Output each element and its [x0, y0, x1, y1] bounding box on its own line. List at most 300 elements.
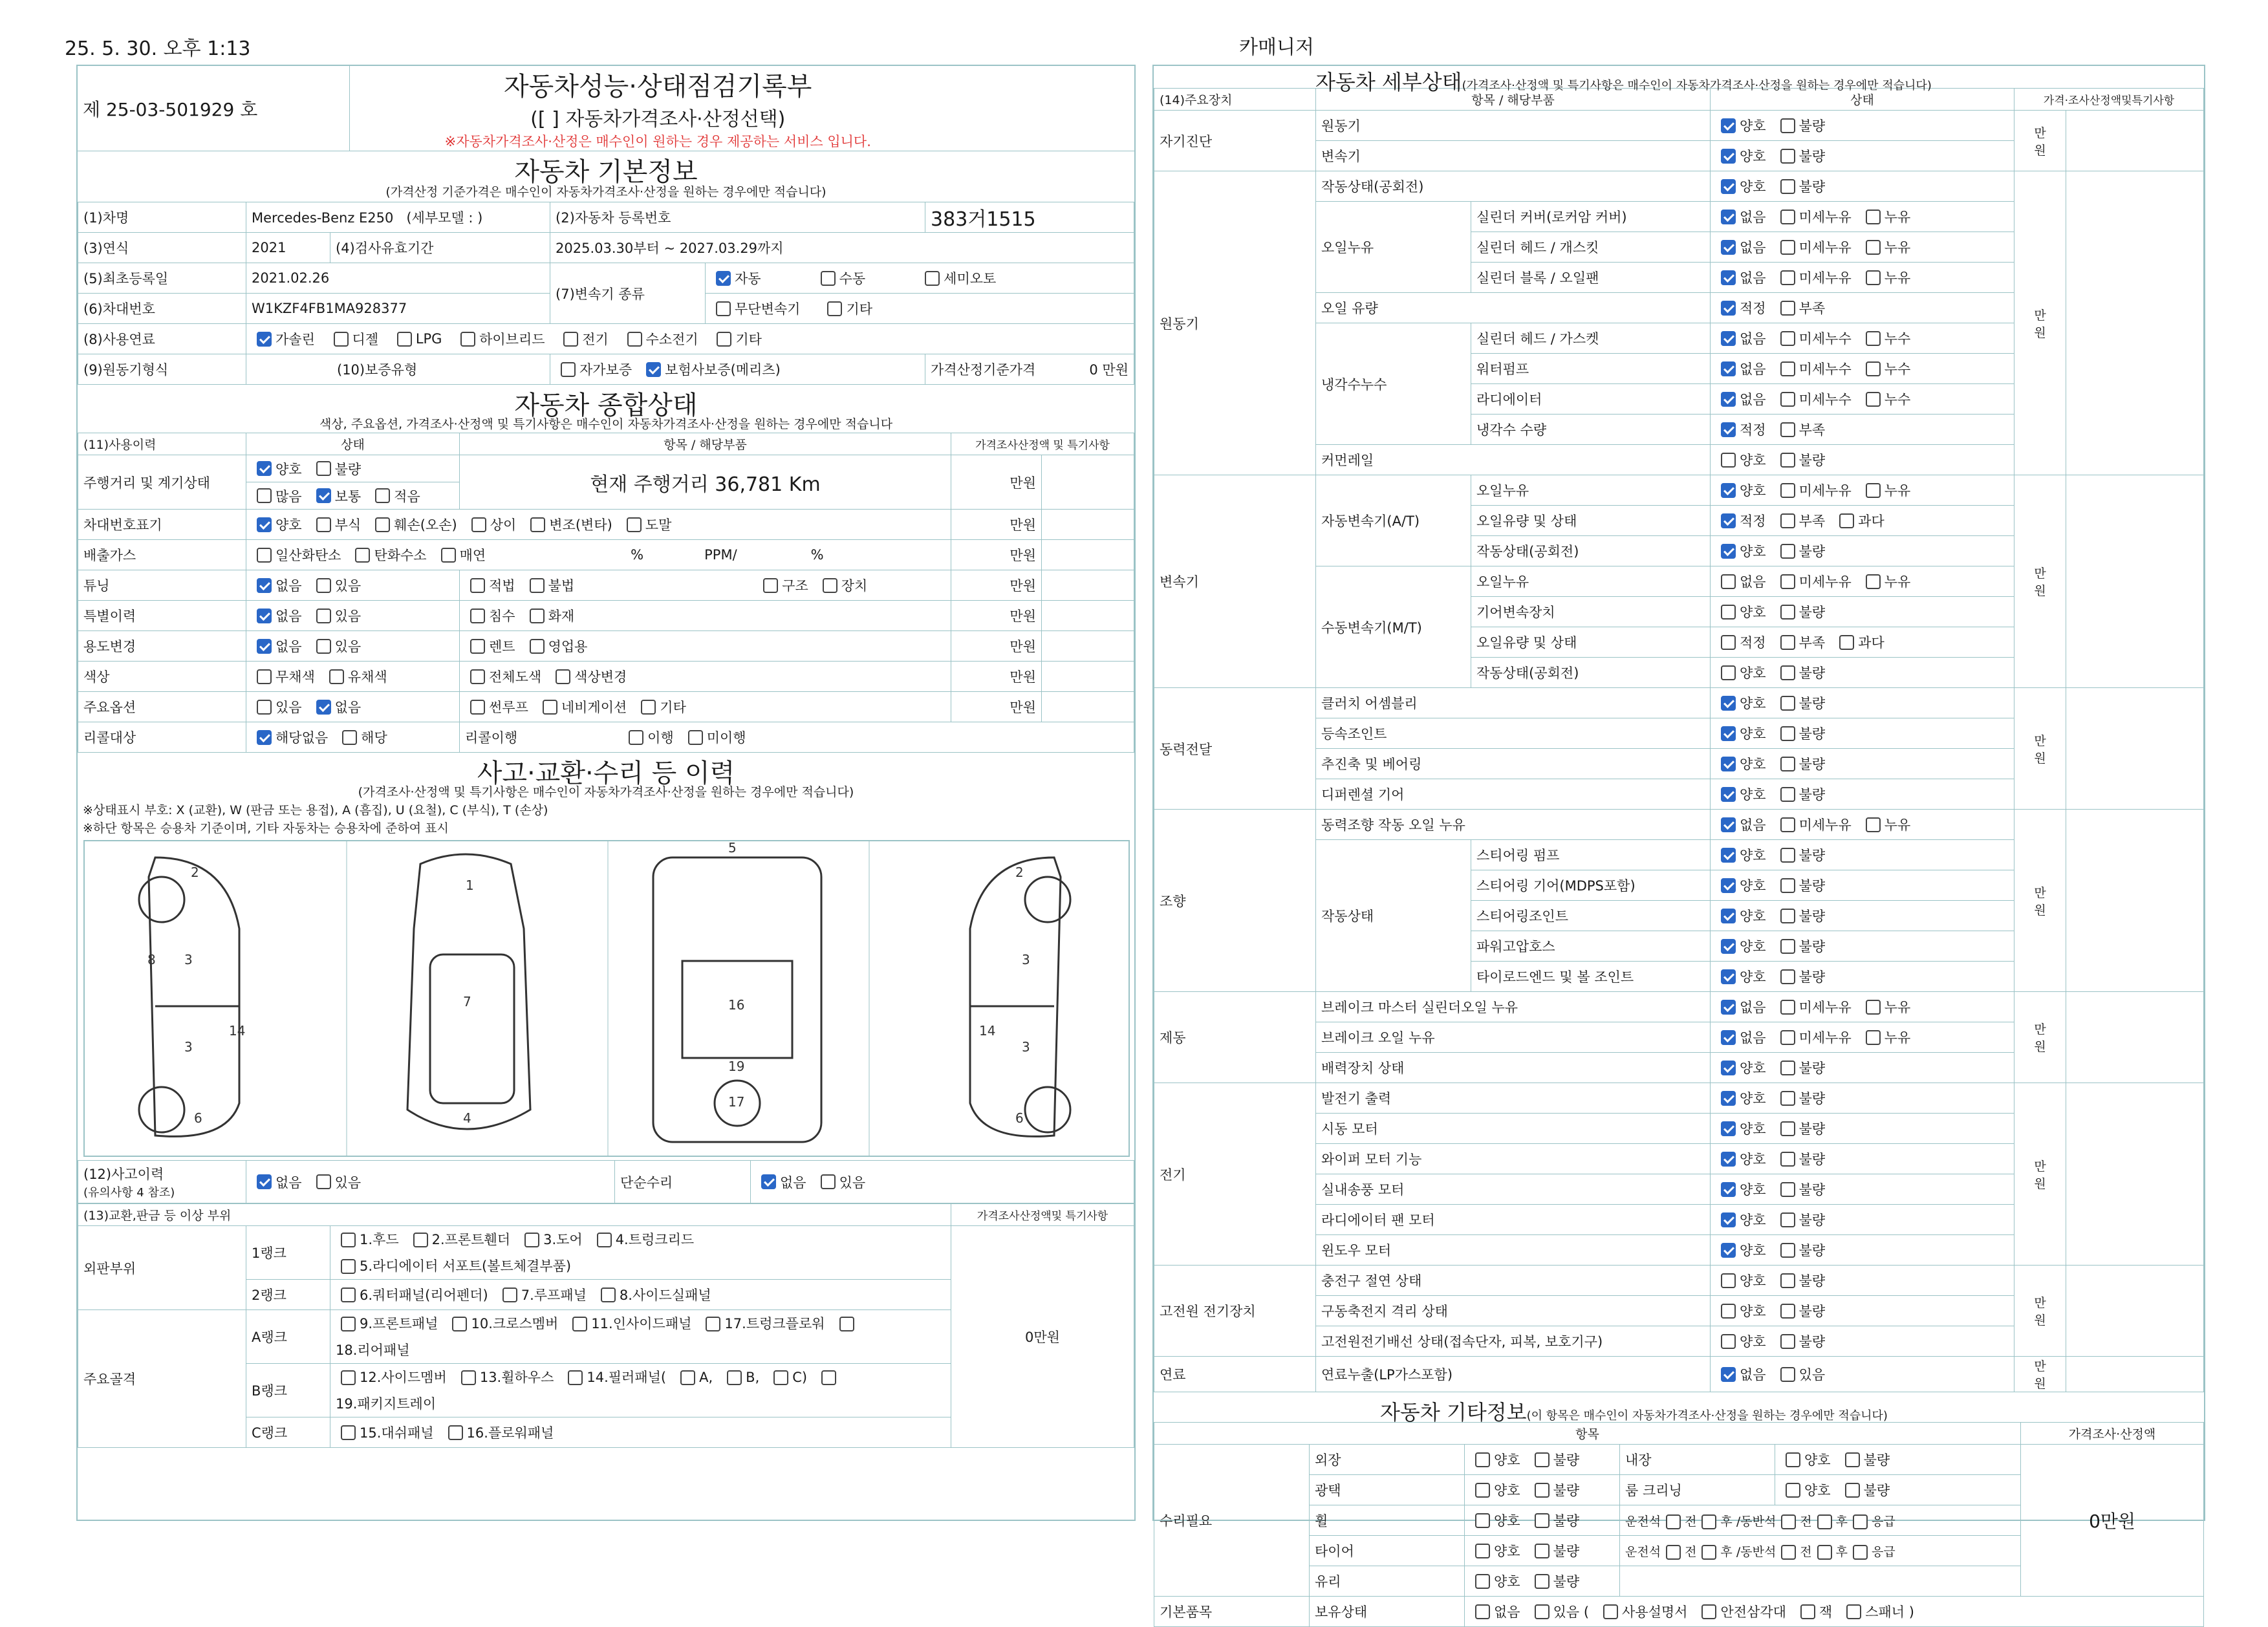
opt-label: 보험사보증(메리츠)	[665, 362, 781, 378]
detail-item: 오일 유량	[1316, 293, 1711, 323]
detail-state-checkbox[interactable]	[1780, 331, 1795, 346]
opt-label: 전	[1685, 1544, 1697, 1559]
detail-state-checkbox[interactable]	[1866, 817, 1881, 832]
co-checkbox[interactable]	[257, 548, 272, 563]
detail-state	[1711, 1326, 2014, 1357]
detail-state-label: 누유	[1884, 574, 1911, 590]
detail-item: 라디에이터 팬 모터	[1316, 1205, 1711, 1235]
keep-label: 보유상태	[1310, 1597, 1465, 1627]
detail-state-checkbox[interactable]	[1721, 1273, 1736, 1288]
detail-state-checkbox[interactable]	[1866, 240, 1881, 255]
detail-state-checkbox[interactable]	[1780, 210, 1795, 224]
detail-part: 워터펌프	[1471, 354, 1711, 384]
part-hood-checkbox[interactable]	[341, 1233, 356, 1247]
detail-state-checkbox[interactable]	[1839, 513, 1854, 528]
detail-state-checkbox[interactable]	[1780, 878, 1795, 893]
vinmark-good-checkbox[interactable]	[257, 517, 272, 532]
vinmark-damage-checkbox[interactable]	[375, 517, 390, 532]
detail-state-label: 불량	[1798, 787, 1826, 803]
fuel-h2-checkbox[interactable]	[627, 332, 642, 347]
detail-state-checkbox[interactable]	[1721, 422, 1736, 437]
tire-pr-checkbox[interactable]	[1817, 1545, 1832, 1560]
exterior-bad-checkbox[interactable]	[1535, 1452, 1550, 1467]
opt-label: 없음	[275, 609, 302, 624]
room-bad-checkbox[interactable]	[1845, 1483, 1860, 1498]
smoke-checkbox[interactable]	[441, 548, 456, 563]
opt-label: 이행	[647, 730, 674, 746]
wheel-pf-checkbox[interactable]	[1781, 1514, 1796, 1529]
accident-none-checkbox[interactable]	[257, 1174, 272, 1189]
detail-state-label: 양호	[1740, 878, 1766, 894]
fuel-lpg-checkbox[interactable]	[397, 332, 412, 347]
exterior-good-checkbox[interactable]	[1475, 1452, 1490, 1467]
car-diagram	[78, 838, 1134, 1160]
fuel-diesel-checkbox[interactable]	[334, 332, 349, 347]
opt-label: 전	[1685, 1514, 1697, 1529]
detail-state-checkbox[interactable]	[1780, 969, 1795, 984]
tuning-exist-checkbox[interactable]	[316, 578, 331, 593]
detail-part: 오일누유	[1471, 566, 1711, 597]
part-fender-checkbox[interactable]	[413, 1233, 428, 1247]
wheel-label: 휠	[1310, 1505, 1465, 1536]
detail-state	[1711, 597, 2014, 627]
pillar-b-checkbox[interactable]	[727, 1370, 742, 1385]
doc-number: 제 25-03-501929 호	[78, 66, 349, 151]
tire-df-checkbox[interactable]	[1666, 1545, 1681, 1560]
detail-state-checkbox[interactable]	[1780, 574, 1795, 589]
detail-state-checkbox[interactable]	[1721, 1304, 1736, 1319]
vinmark-rust-checkbox[interactable]	[316, 517, 331, 532]
rent-checkbox[interactable]	[470, 639, 485, 654]
detail-state-checkbox[interactable]	[1780, 301, 1795, 316]
part-sidesill-checkbox[interactable]	[601, 1288, 616, 1302]
glass-bad-checkbox[interactable]	[1535, 1574, 1550, 1589]
detail-state-checkbox[interactable]	[1721, 1367, 1736, 1382]
detail-state-label: 불량	[1798, 605, 1826, 620]
detail-state-checkbox[interactable]	[1721, 1243, 1736, 1258]
detail-part: 라디에이터	[1471, 384, 1711, 415]
keep-none-checkbox[interactable]	[1475, 1604, 1490, 1619]
vinmark-alter-checkbox[interactable]	[530, 517, 545, 532]
option-other-checkbox[interactable]	[641, 700, 656, 715]
detail-state-checkbox[interactable]	[1721, 696, 1736, 711]
detail-state-checkbox[interactable]	[1721, 544, 1736, 559]
full-paint-checkbox[interactable]	[470, 669, 485, 684]
part-frontpanel-checkbox[interactable]	[341, 1317, 356, 1331]
opt-label: 전기	[582, 332, 609, 347]
chrom-checkbox[interactable]	[329, 669, 344, 684]
trans-semi-checkbox[interactable]	[925, 271, 940, 286]
detail-state-label: 없음	[1740, 240, 1766, 255]
detail-state	[1711, 232, 2014, 263]
vinmark-diff-checkbox[interactable]	[471, 517, 486, 532]
hc-checkbox[interactable]	[355, 548, 370, 563]
detail-state	[1711, 779, 2014, 810]
triangle-checkbox[interactable]	[1701, 1604, 1716, 1619]
opt-label: 9.프론트패널	[360, 1316, 438, 1331]
keep-have-checkbox[interactable]	[1535, 1604, 1550, 1619]
special-none-checkbox[interactable]	[257, 609, 272, 623]
part-dash-checkbox[interactable]	[341, 1425, 356, 1440]
detail-state-checkbox[interactable]	[1780, 848, 1795, 863]
tuning-illegal-checkbox[interactable]	[530, 578, 545, 593]
opt-label: 13.휠하우스	[479, 1370, 554, 1385]
detail-state-checkbox[interactable]	[1721, 210, 1736, 224]
mileage-few-checkbox[interactable]	[375, 488, 390, 503]
detail-row	[1154, 1266, 2204, 1296]
detail-state-checkbox[interactable]	[1780, 787, 1795, 802]
detail-part: 기어변속장치	[1471, 597, 1711, 627]
wheel-good-checkbox[interactable]	[1475, 1513, 1490, 1528]
part-package-checkbox[interactable]	[821, 1370, 836, 1385]
detail-state-checkbox[interactable]	[1780, 696, 1795, 711]
detail-item: 자동변속기(A/T)	[1316, 475, 1471, 566]
detail-state-checkbox[interactable]	[1780, 817, 1795, 832]
tuning-struct-checkbox[interactable]	[763, 578, 778, 593]
business-checkbox[interactable]	[530, 639, 545, 654]
tuning-device-checkbox[interactable]	[823, 578, 837, 593]
svg-text:3: 3	[184, 952, 193, 967]
opt-label: 12.사이드멤버	[360, 1370, 447, 1385]
detail-state-checkbox[interactable]	[1721, 361, 1736, 376]
opt-label: 10.크로스멤버	[471, 1316, 559, 1331]
detail-state-checkbox[interactable]	[1866, 210, 1881, 224]
etc-price-value: 0만원	[2021, 1445, 2204, 1597]
detail-group: 조향	[1154, 810, 1316, 992]
usage-exist-checkbox[interactable]	[316, 639, 331, 654]
fuel-hybrid-checkbox[interactable]	[460, 332, 475, 347]
opt-label: 상이	[490, 517, 517, 533]
detail-state-checkbox[interactable]	[1721, 757, 1736, 771]
pillar-a-checkbox[interactable]	[680, 1370, 695, 1385]
opt-label: 16.플로워패널	[466, 1425, 554, 1441]
recall-notdone-checkbox[interactable]	[688, 730, 703, 745]
part-radiator-checkbox[interactable]	[341, 1259, 356, 1274]
detail-state-checkbox[interactable]	[1866, 1030, 1881, 1045]
detail-state-checkbox[interactable]	[1721, 331, 1736, 346]
detail-table	[1154, 88, 2204, 1392]
color-change-checkbox[interactable]	[556, 669, 570, 684]
wheel-pr-checkbox[interactable]	[1817, 1514, 1832, 1529]
detail-state-label: 적정	[1740, 513, 1766, 529]
detail-state-checkbox[interactable]	[1780, 1367, 1795, 1382]
part-trunk-checkbox[interactable]	[597, 1233, 612, 1247]
gloss-bad-checkbox[interactable]	[1535, 1483, 1550, 1498]
wheel-emergency-checkbox[interactable]	[1853, 1514, 1868, 1529]
detail-state-checkbox[interactable]	[1780, 757, 1795, 771]
mileage-normal-checkbox[interactable]	[316, 488, 331, 503]
detail-state-checkbox[interactable]	[1839, 635, 1854, 650]
flood-checkbox[interactable]	[470, 609, 485, 623]
detail-state-checkbox[interactable]	[1721, 240, 1736, 255]
detail-state-checkbox[interactable]	[1721, 574, 1736, 589]
detail-note-cell	[2066, 688, 2204, 810]
fuel-ev-checkbox[interactable]	[563, 332, 578, 347]
detail-state-checkbox[interactable]	[1780, 544, 1795, 559]
interior-good-checkbox[interactable]	[1786, 1452, 1800, 1467]
etc-col-item: 항목	[1154, 1423, 2021, 1445]
detail-state-checkbox[interactable]	[1780, 1000, 1795, 1015]
tire-good-checkbox[interactable]	[1475, 1544, 1490, 1558]
part-sidemember-checkbox[interactable]	[341, 1370, 356, 1385]
spanner-checkbox[interactable]	[1846, 1604, 1861, 1619]
detail-state	[1711, 1266, 2014, 1296]
detail-state-checkbox[interactable]	[1721, 118, 1736, 133]
wheel-dr-checkbox[interactable]	[1701, 1514, 1716, 1529]
detail-item: 커먼레일	[1316, 445, 1711, 475]
detail-item: 시동 모터	[1316, 1114, 1711, 1144]
detail-state	[1711, 658, 2014, 688]
detail-state-checkbox[interactable]	[1780, 1212, 1795, 1227]
pillar-c-checkbox[interactable]	[773, 1370, 788, 1385]
detail-state-checkbox[interactable]	[1866, 483, 1881, 498]
trans-auto-checkbox[interactable]	[716, 271, 731, 286]
detail-item: 구동축전지 격리 상태	[1316, 1296, 1711, 1326]
detail-state-checkbox[interactable]	[1721, 1061, 1736, 1075]
gauge-good-checkbox[interactable]	[257, 461, 272, 476]
navi-checkbox[interactable]	[543, 700, 557, 715]
hist-note: (유의사항 4 참조)	[83, 1185, 175, 1200]
opt-label: 변조(변타)	[549, 517, 612, 533]
detail-state-checkbox[interactable]	[1780, 605, 1795, 620]
detail-part: 실린더 블록 / 오일팬	[1471, 263, 1711, 293]
detail-state-checkbox[interactable]	[1780, 453, 1795, 468]
part-cross-checkbox[interactable]	[452, 1317, 467, 1331]
detail-state-checkbox[interactable]	[1721, 1030, 1736, 1045]
detail-part: 타이로드엔드 및 볼 조인트	[1471, 962, 1711, 992]
part-wheelhouse-checkbox[interactable]	[461, 1370, 476, 1385]
opt-label: 양호	[275, 517, 302, 533]
sunroof-checkbox[interactable]	[470, 700, 485, 715]
detail-state-checkbox[interactable]	[1780, 118, 1795, 133]
svg-text:1: 1	[466, 878, 474, 893]
detail-item: 동력조향 작동 오일 누유	[1316, 810, 1711, 840]
detail-state-checkbox[interactable]	[1780, 1061, 1795, 1075]
detail-state-checkbox[interactable]	[1721, 1152, 1736, 1167]
manual-checkbox[interactable]	[1603, 1604, 1618, 1619]
part-inside-checkbox[interactable]	[572, 1317, 587, 1331]
detail-state-checkbox[interactable]	[1866, 1000, 1881, 1015]
opt-label: 가솔린	[275, 332, 315, 347]
special-label: 특별이력	[78, 601, 246, 631]
vinmark-stolen-checkbox[interactable]	[627, 517, 642, 532]
recall-applies-checkbox[interactable]	[342, 730, 357, 745]
tire-label: 타이어	[1310, 1536, 1465, 1566]
color-label: 색상	[78, 662, 246, 692]
mileage-many-checkbox[interactable]	[257, 488, 272, 503]
detail-state-checkbox[interactable]	[1780, 392, 1795, 407]
opt-label: 구조	[782, 578, 808, 594]
submodel: (세부모델 : )	[406, 210, 483, 226]
detail-state-label: 미세누유	[1798, 240, 1852, 255]
detail-state-checkbox[interactable]	[1721, 301, 1736, 316]
tire-pf-checkbox[interactable]	[1781, 1545, 1796, 1560]
detail-state-checkbox[interactable]	[1780, 483, 1795, 498]
detail-state-checkbox[interactable]	[1721, 817, 1736, 832]
part-quarter-checkbox[interactable]	[341, 1288, 356, 1302]
wheel-bad-checkbox[interactable]	[1535, 1513, 1550, 1528]
detail-state-checkbox[interactable]	[1780, 1243, 1795, 1258]
tuning-label: 튜닝	[78, 570, 246, 601]
detail-state-checkbox[interactable]	[1780, 1121, 1795, 1136]
detail-state-checkbox[interactable]	[1780, 939, 1795, 954]
detail-state-label: 양호	[1740, 757, 1766, 772]
detail-state-label: 양호	[1740, 1273, 1766, 1289]
detail-state-label: 양호	[1740, 453, 1766, 468]
gauge-bad-checkbox[interactable]	[316, 461, 331, 476]
detail-state-checkbox[interactable]	[1866, 270, 1881, 285]
detail-state-checkbox[interactable]	[1721, 909, 1736, 923]
detail-state-label: 양호	[1740, 118, 1766, 134]
detail-state-checkbox[interactable]	[1866, 392, 1881, 407]
tuning-none-checkbox[interactable]	[257, 578, 272, 593]
detail-state-label: 불량	[1798, 453, 1826, 468]
detail-state-checkbox[interactable]	[1780, 240, 1795, 255]
detail-state-checkbox[interactable]	[1721, 969, 1736, 984]
opt-label: 유채색	[347, 669, 387, 685]
opt-label: 불량	[1863, 1483, 1890, 1498]
car-side-left-body	[149, 857, 239, 1136]
glass-good-checkbox[interactable]	[1475, 1574, 1490, 1589]
fuel-label: (8)사용연료	[78, 324, 246, 354]
detail-state-checkbox[interactable]	[1780, 1273, 1795, 1288]
detail-state-checkbox[interactable]	[1721, 635, 1736, 650]
detail-state-checkbox[interactable]	[1721, 1212, 1736, 1227]
part-roof-checkbox[interactable]	[502, 1288, 517, 1302]
detail-state-checkbox[interactable]	[1721, 848, 1736, 863]
detail-note: (가격조사·산정액 및 특기사항은 매수인이 자동차가격조사·산정을 원하는 경우에만 적습니다)	[1462, 79, 1932, 92]
accident-exist-checkbox[interactable]	[316, 1174, 331, 1189]
detail-state-checkbox[interactable]	[1721, 787, 1736, 802]
detail-part: 오일누유	[1471, 475, 1711, 506]
detail-state-checkbox[interactable]	[1721, 179, 1736, 194]
fire-checkbox[interactable]	[530, 609, 545, 623]
detail-state-checkbox[interactable]	[1780, 1030, 1795, 1045]
tire-bad-checkbox[interactable]	[1535, 1544, 1550, 1558]
options-exist-checkbox[interactable]	[257, 700, 272, 715]
detail-state-checkbox[interactable]	[1721, 483, 1736, 498]
fuel-gasoline-checkbox[interactable]	[257, 332, 272, 347]
detail-state-checkbox[interactable]	[1721, 392, 1736, 407]
part-pillar-checkbox[interactable]	[568, 1370, 583, 1385]
trans-other-checkbox[interactable]	[827, 301, 842, 316]
unit-won: 원	[2034, 143, 2046, 158]
recall-done-checkbox[interactable]	[629, 730, 643, 745]
opt-label: 무채색	[275, 669, 315, 685]
detail-state-checkbox[interactable]	[1780, 270, 1795, 285]
interior-bad-checkbox[interactable]	[1845, 1452, 1860, 1467]
site-name: 카매니저	[1239, 36, 1314, 59]
detail-state-checkbox[interactable]	[1721, 1000, 1736, 1015]
detail-state-checkbox[interactable]	[1780, 179, 1795, 194]
opt-label: 불량	[1553, 1452, 1580, 1468]
warranty-ins-checkbox[interactable]	[646, 362, 661, 377]
detail-state-checkbox[interactable]	[1780, 513, 1795, 528]
tuning-legal-checkbox[interactable]	[470, 578, 485, 593]
detail-state-checkbox[interactable]	[1721, 1121, 1736, 1136]
tire-emergency-checkbox[interactable]	[1853, 1545, 1868, 1560]
usage-none-checkbox[interactable]	[257, 639, 272, 654]
detail-state-checkbox[interactable]	[1780, 1182, 1795, 1197]
detail-state-checkbox[interactable]	[1721, 1182, 1736, 1197]
detail-state-checkbox[interactable]	[1780, 909, 1795, 923]
part-door-checkbox[interactable]	[524, 1233, 539, 1247]
detail-state-checkbox[interactable]	[1780, 635, 1795, 650]
special-exist-checkbox[interactable]	[316, 609, 331, 623]
wheel-df-checkbox[interactable]	[1666, 1514, 1681, 1529]
simple-exist-checkbox[interactable]	[821, 1174, 836, 1189]
detail-state-checkbox[interactable]	[1866, 574, 1881, 589]
detail-state-checkbox[interactable]	[1721, 878, 1736, 893]
options-none-checkbox[interactable]	[316, 700, 331, 715]
trans-cvt-checkbox[interactable]	[716, 301, 731, 316]
part-floor-checkbox[interactable]	[448, 1425, 463, 1440]
detail-state-checkbox[interactable]	[1780, 1091, 1795, 1106]
opt-label: 화재	[548, 609, 575, 624]
detail-state-checkbox[interactable]	[1780, 726, 1795, 741]
detail-state-checkbox[interactable]	[1721, 665, 1736, 680]
detail-state-checkbox[interactable]	[1866, 361, 1881, 376]
detail-state-checkbox[interactable]	[1721, 605, 1736, 620]
parts-price-value: 0만원	[951, 1226, 1134, 1448]
simple-none-checkbox[interactable]	[761, 1174, 776, 1189]
achrom-checkbox[interactable]	[257, 669, 272, 684]
tire-dr-checkbox[interactable]	[1701, 1545, 1716, 1560]
detail-state-checkbox[interactable]	[1721, 453, 1736, 468]
unit-won: 원	[2034, 1377, 2046, 1391]
jack-checkbox[interactable]	[1800, 1604, 1815, 1619]
unit-man: 만	[2034, 308, 2046, 323]
detail-state-checkbox[interactable]	[1721, 726, 1736, 741]
detail-state-checkbox[interactable]	[1721, 149, 1736, 164]
detail-state-label: 없음	[1740, 210, 1766, 225]
opt-label: 15.대쉬패널	[360, 1425, 434, 1441]
detail-state-checkbox[interactable]	[1780, 422, 1795, 437]
detail-state-checkbox[interactable]	[1780, 665, 1795, 680]
detail-state	[1711, 1174, 2014, 1205]
detail-group: 자기진단	[1154, 111, 1316, 171]
trans-manual-checkbox[interactable]	[821, 271, 836, 286]
detail-state-checkbox[interactable]	[1721, 270, 1736, 285]
detail-state-checkbox[interactable]	[1780, 361, 1795, 376]
detail-price	[2014, 688, 2066, 810]
detail-state-checkbox[interactable]	[1780, 1304, 1795, 1319]
etc-table	[1154, 1422, 2204, 1627]
detail-state-label: 불량	[1798, 848, 1826, 863]
recall-na-checkbox[interactable]	[257, 730, 272, 745]
warranty-self-checkbox[interactable]	[561, 362, 576, 377]
detail-state-checkbox[interactable]	[1721, 1091, 1736, 1106]
part-rearpanel-checkbox[interactable]	[839, 1317, 854, 1331]
detail-state-checkbox[interactable]	[1780, 1334, 1795, 1349]
detail-col-state: 상태	[1711, 89, 2014, 111]
room-good-checkbox[interactable]	[1786, 1483, 1800, 1498]
detail-state-checkbox[interactable]	[1721, 939, 1736, 954]
detail-state-label: 부족	[1798, 422, 1826, 438]
fuel-other-checkbox[interactable]	[717, 332, 731, 347]
detail-state-checkbox[interactable]	[1721, 513, 1736, 528]
detail-state-checkbox[interactable]	[1780, 1152, 1795, 1167]
detail-state-checkbox[interactable]	[1780, 149, 1795, 164]
detail-part: 스티어링조인트	[1471, 901, 1711, 931]
hist-label: (12)사고이력	[83, 1166, 164, 1182]
detail-state-checkbox[interactable]	[1866, 331, 1881, 346]
part-trunkfloor-checkbox[interactable]	[706, 1317, 720, 1331]
opt-label: 7.루프패널	[521, 1288, 587, 1303]
gloss-good-checkbox[interactable]	[1475, 1483, 1490, 1498]
detail-state-checkbox[interactable]	[1721, 1334, 1736, 1349]
unit-man: 만	[2034, 566, 2046, 581]
